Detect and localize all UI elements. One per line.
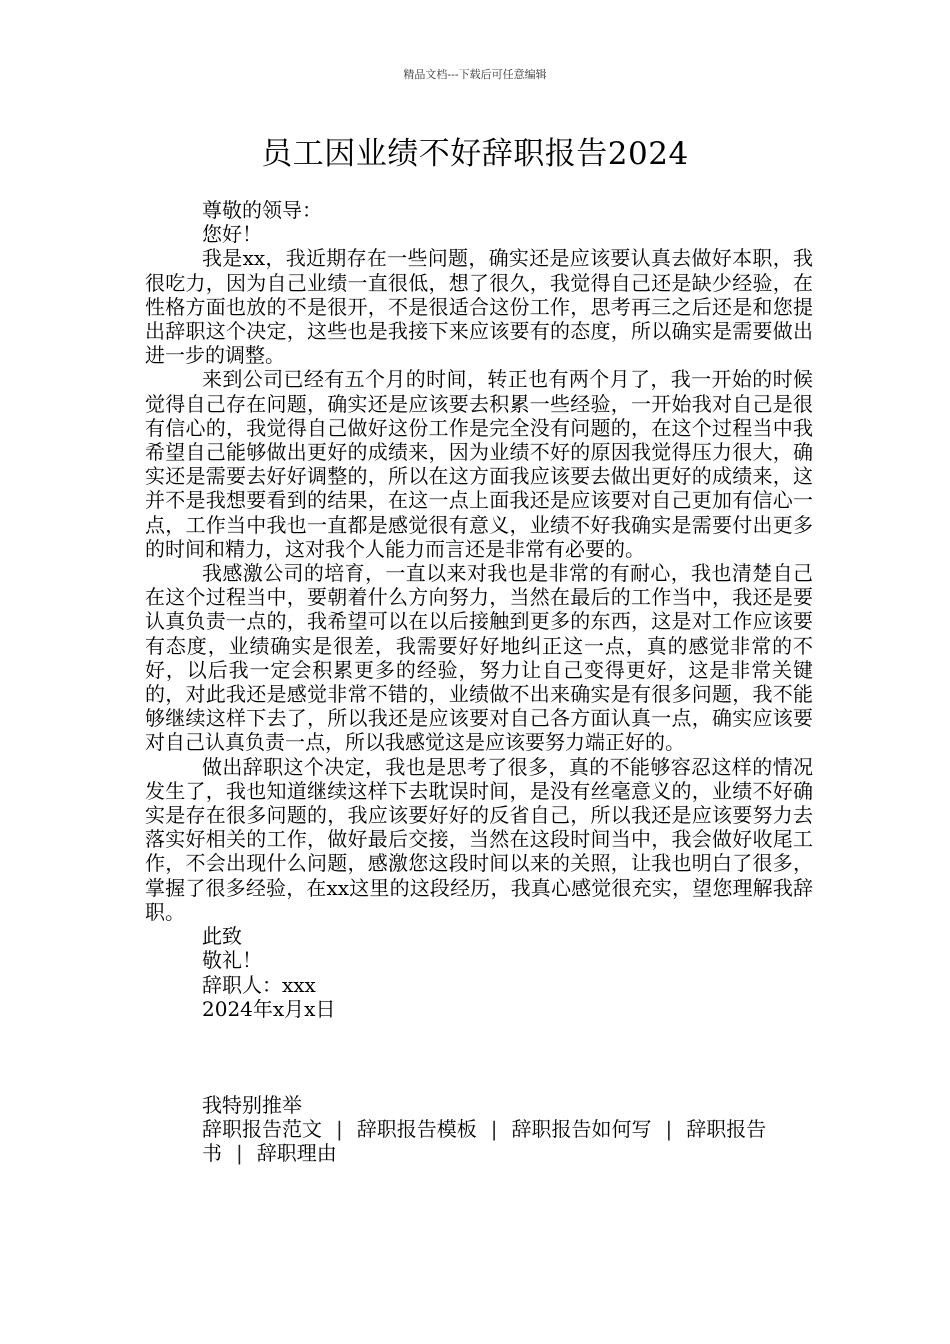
signature: 辞职人：xxx — [202, 972, 316, 997]
link-how-to-write[interactable]: 辞职报告如何写 — [511, 1117, 652, 1142]
salutation: 尊敬的领导： — [202, 198, 322, 222]
page-header: 精品文档---下载后可任意编辑 — [403, 68, 547, 81]
link-resignation-sample[interactable]: 辞职报告范文 — [202, 1117, 322, 1142]
body-paragraph-4: 做出辞职这个决定，我也是思考了很多，真的不能够容忍这样的情况发生了，我也知道继续这样下去耽误时间，是没有丝毫意义的，业绩不好确实是存在很多问题的，我应该要好好的反省自己，所以我还是应该要努力去落实好相关的工作，做好最后交接，当然在这段时间当中，我会做好收尾工作，不会出现什么问题，感激您这段时间以来的关照，让我也明白了很多，掌握了很多经验，在xx这里的这段经历，我真心感觉很充实，望您理解我辞职。 — [145, 754, 813, 924]
closing-line-1: 此致 — [202, 924, 242, 949]
body-paragraph-1: 我是xx，我近期存在一些问题，确实还是应该要认真去做好本职，我很吃力，因为自己业绩一直很低，想了很久，我觉得自己还是缺少经验，在性格方面也放的不是很开，不是很适合这份工作，思考再三之后还是和您提出辞职这个决定，这些也是我接下来应该要有的态度，所以确实是需要做出进一步的调整。 — [145, 246, 813, 368]
recommend-title: 我特别推举 — [202, 1092, 302, 1117]
document-title: 员工因业绩不好辞职报告2024 — [261, 136, 689, 172]
link-separator: | — [336, 1117, 343, 1142]
greeting: 您好！ — [202, 222, 262, 247]
closing-line-2: 敬礼！ — [202, 948, 262, 973]
link-resignation-template[interactable]: 辞职报告模板 — [356, 1117, 477, 1142]
body-paragraph-3: 我感激公司的培育，一直以来对我也是非常的有耐心，我也清楚自己在这个过程当中，要朝着什么方向努力，当然在最后的工作当中，我还是要认真负责一点的，我希望可以在以后接触到更多的东西，这是对工作应该要有态度，业绩确实是很差，我需要好好地纠正这一点，真的感觉非常的不好，以后我一定会积累更多的经验，努力让自己变得更好，这是非常关键的，对此我还是感觉非常不错的，业绩做不出来确实是有很多问题，我不能够继续这样下去了，所以我还是应该要对自己各方面认真一点，确实应该要对自己认真负责一点，所以我感觉这是应该要努力端正好的。 — [145, 561, 813, 755]
link-resignation-reasons[interactable]: 辞职理由 — [256, 1141, 337, 1166]
link-resignation-letter[interactable]: 辞职报告书 — [202, 1117, 767, 1166]
recommend-links — [145, 1117, 813, 1165]
link-separator: | — [665, 1117, 673, 1142]
document-body — [145, 198, 813, 1166]
body-paragraph-2: 来到公司已经有五个月的时间，转正也有两个月了，我一开始的时候觉得自己存在问题，确实还是应该要去积累一些经验，一开始我对自己是很有信心的，我觉得自己做好这份工作是完全没有问题的，在这个过程当中我希望自己能够做出更好的成绩来，因为业绩不好的原因我觉得压力很大，确实还是需要去好好调整的，所以在这方面我应该要去做出更好的成绩来，这并不是我想要看到的结果，在这一点上面我还是应该要对自己更加有信心一点，工作当中我也一直都是感觉很有意义，业绩不好我确实是需要付出更多的时间和精力，这对我个人能力而言还是非常有必要的。 — [145, 367, 813, 561]
spacer — [145, 1021, 813, 1093]
link-separator: | — [490, 1117, 498, 1142]
date: 2024年x月x日 — [202, 996, 336, 1021]
link-separator: | — [236, 1141, 243, 1166]
